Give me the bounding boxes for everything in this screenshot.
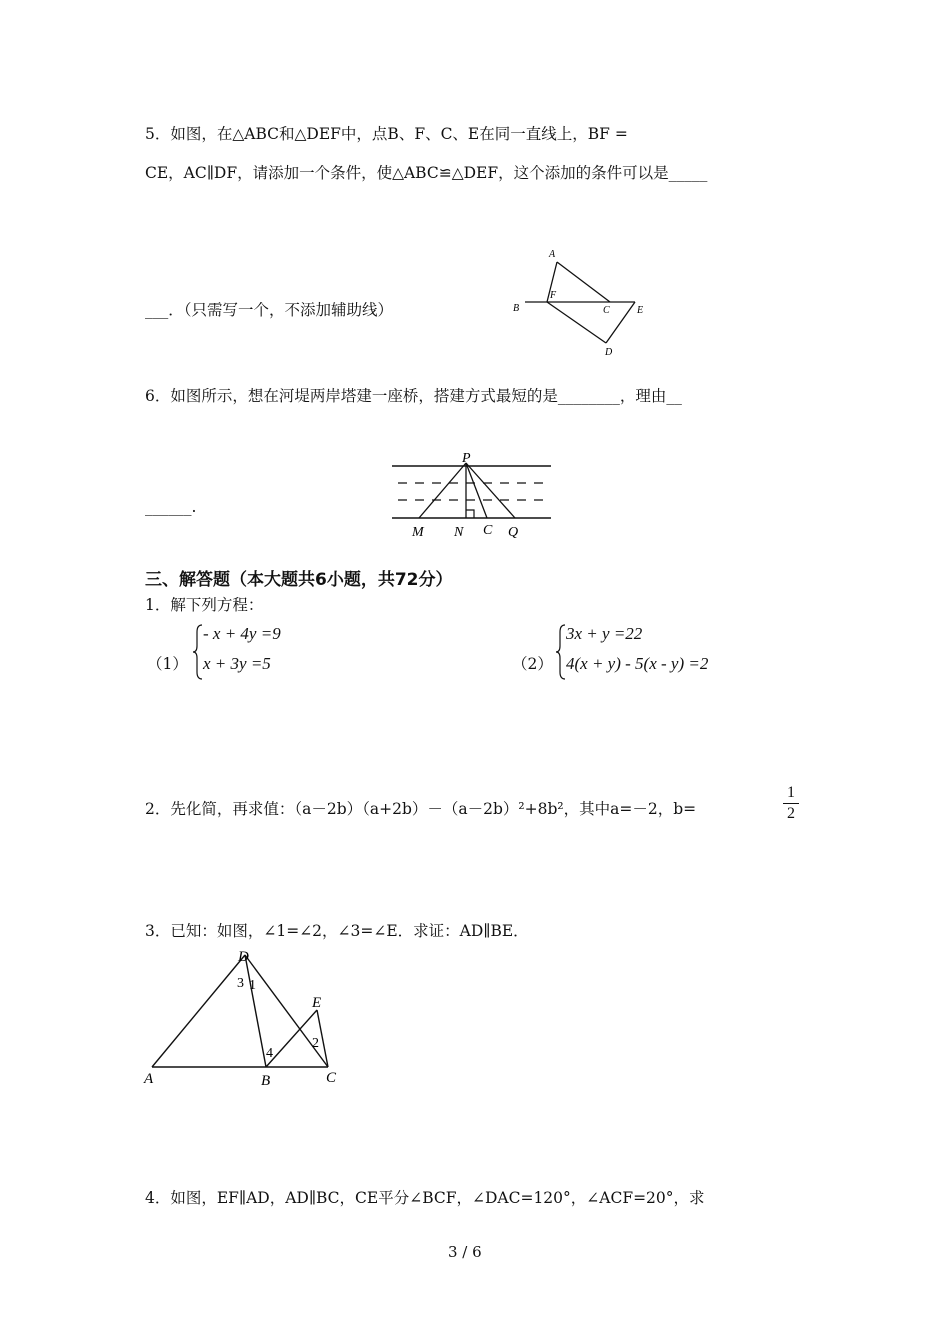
q6-label-Q: Q	[508, 525, 519, 540]
q5-line1: 5．如图，在△ABC和△DEF中，点B、F、C、E在同一直线上，BF =	[145, 125, 628, 143]
s3-label-C: C	[326, 1070, 337, 1086]
q5-figure	[505, 245, 655, 360]
q5-line2: CE，AC∥DF，请添加一个条件，使△ABC≌△DEF，这个添加的条件可以是_____	[145, 164, 708, 182]
q5-line3: ___．（只需写一个，不添加辅助线）	[145, 301, 394, 319]
s2-frac-bar	[783, 803, 799, 804]
s3-label-D: D	[238, 949, 249, 965]
q5-label-F: F	[550, 290, 557, 301]
s1-p2-brace	[556, 622, 566, 682]
section-heading: 三、解答题（本大题共6小题，共72分）	[145, 570, 453, 590]
s1-p2-system	[556, 622, 756, 682]
q6-label-N: N	[454, 525, 464, 540]
s4-text: 4．如图，EF∥AD，AD∥BC，CE平分∠BCF，∠DAC=120°，∠ACF=20°，求	[145, 1189, 705, 1207]
s2-frac-num: 1	[787, 784, 795, 801]
s1-p1-label: （1）	[147, 655, 188, 673]
s3-angle-3: 3	[237, 976, 244, 991]
s1-p2-eq1: 3x + y =22	[566, 624, 643, 643]
s1-p2-eq2: 4(x + y) - 5(x - y) =2	[566, 654, 709, 673]
s2-text: 2．先化简，再求值：（a－2b）（a+2b）－（a－2b）²+8b²，其中a=－2，b=	[145, 800, 697, 818]
q5-line-DE	[606, 302, 635, 343]
q6-label-M: M	[412, 525, 424, 540]
q6-line1: 6．如图所示，想在河堤两岸塔建一座桥，搭建方式最短的是________，理由__	[145, 387, 682, 405]
q5-line-AC	[557, 262, 610, 302]
s1-p1-brace	[193, 622, 203, 682]
s3-angle-1: 1	[249, 978, 256, 993]
s3-text: 3．已知：如图，∠1=∠2，∠3=∠E．求证：AD∥BE．	[145, 922, 529, 940]
s3-label-A: A	[144, 1071, 154, 1087]
s3-figure	[140, 945, 355, 1090]
s2-frac-den: 2	[787, 805, 795, 822]
q6-figure	[388, 448, 558, 543]
s3-line-DB	[245, 955, 266, 1067]
s1-title: 1．解下列方程：	[145, 596, 264, 614]
s1-p2-label: （2）	[512, 655, 553, 673]
q5-label-C: C	[603, 305, 610, 316]
q5-line-FD	[547, 302, 606, 343]
q6-label-C: C	[483, 523, 493, 538]
q6-line2: ______.	[145, 498, 197, 516]
q6-label-P: P	[462, 451, 471, 466]
q5-label-B: B	[513, 303, 520, 314]
s1-p1-eq2: x + 3y =5	[203, 654, 271, 673]
s3-label-E: E	[312, 995, 322, 1011]
q5-label-A: A	[549, 249, 556, 260]
s3-line-AD	[152, 955, 245, 1067]
s1-p1-system	[193, 622, 313, 682]
q6-line-PM	[419, 463, 466, 518]
s2-fraction	[783, 784, 799, 823]
q6-right-angle	[466, 510, 474, 518]
page-number: 3 / 6	[448, 1243, 482, 1261]
q5-label-D: D	[605, 347, 613, 358]
q5-label-E: E	[637, 305, 644, 316]
s1-p1-eq1: - x + 4y =9	[203, 624, 281, 643]
s3-angle-4: 4	[266, 1046, 273, 1061]
s3-angle-2: 2	[312, 1036, 319, 1051]
s3-label-B: B	[261, 1073, 271, 1089]
